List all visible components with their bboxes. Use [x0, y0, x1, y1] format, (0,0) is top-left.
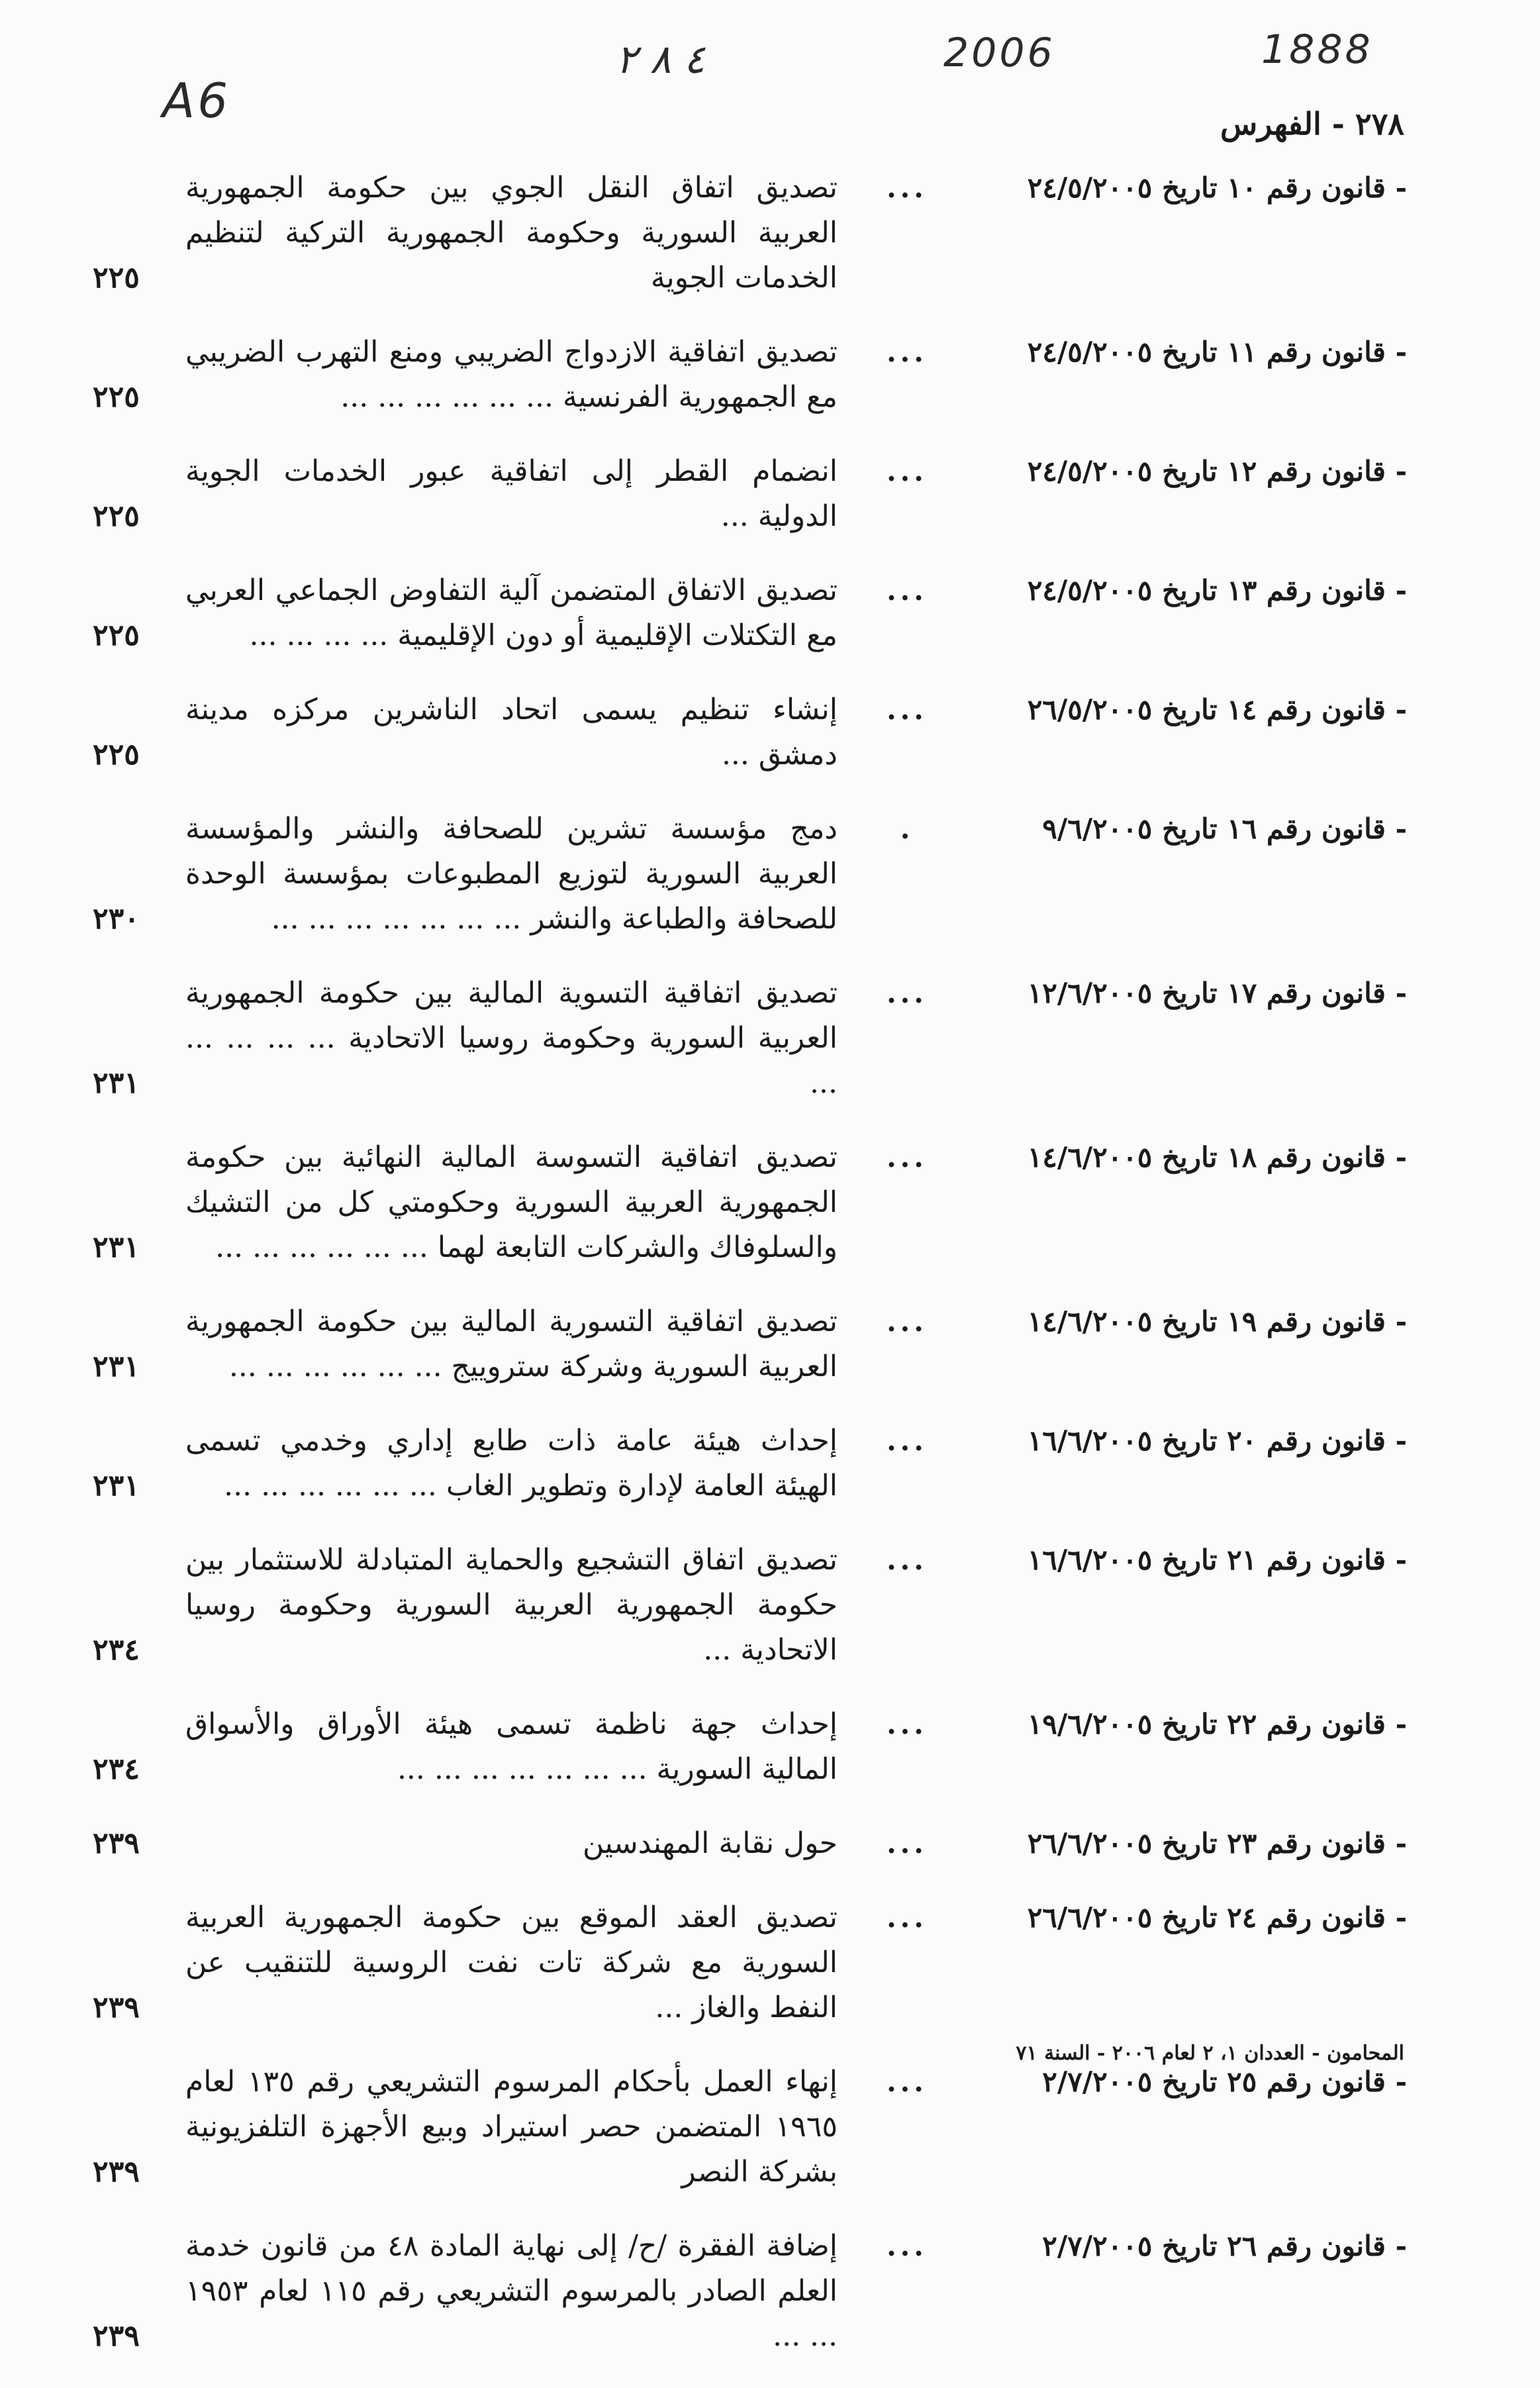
law-reference: - قانون رقم ٢٦ تاريخ ٢/٧/٢٠٠٥ — [1042, 2230, 1407, 2262]
law-description: تصديق الاتفاق المتضمن آلية التفاوض الجماعي العربي مع التكتلات الإقليمية أو دون الإقليمية ... ... ... ... — [185, 573, 838, 652]
law-reference: - قانون رقم ١٠ تاريخ ٢٤/٥/٢٠٠٥ — [1027, 172, 1407, 204]
leader-dots: ... — [887, 1708, 928, 1740]
page-number: ٢٣٤ — [93, 1633, 140, 1667]
index-entry — [93, 2224, 1407, 2359]
index-entry — [93, 330, 1407, 420]
law-reference: - قانون رقم ٢٥ تاريخ ٢/٧/٢٠٠٥ — [1042, 2065, 1407, 2098]
leader-dots: ... — [887, 574, 928, 607]
leader-dots: ... — [887, 172, 928, 204]
law-reference: - قانون رقم ١٩ تاريخ ١٤/٦/٢٠٠٥ — [1027, 1305, 1407, 1338]
page-number: ٢٣١ — [93, 1469, 140, 1503]
entry-body — [93, 687, 838, 777]
law-reference: - قانون رقم ١٨ تاريخ ١٤/٦/٢٠٠٥ — [1027, 1141, 1407, 1173]
page-number: ٢٢٥ — [93, 738, 140, 771]
page-number: ٢٣٩ — [93, 1826, 140, 1860]
page-number: ٢٣٩ — [93, 2155, 140, 2189]
index-entry — [93, 1299, 1407, 1389]
index-entry — [93, 1538, 1407, 1673]
page-number: ٢٢٥ — [93, 380, 140, 414]
law-description: تصديق اتفاقية التسوسة المالية النهائية بين حكومة الجمهورية العربية السورية وحكومتي كل من التشيك والسلوفاك والشركات التابعة لهما ... ... ... ... ... ... — [185, 1140, 838, 1264]
leader-dots: . — [900, 813, 914, 845]
page-header: ٢٧٨ - الفهرس — [1220, 106, 1404, 142]
entry-body — [93, 1895, 838, 2030]
entry-body — [93, 1299, 838, 1389]
law-reference: - قانون رقم ٢٢ تاريخ ١٩/٦/٢٠٠٥ — [1027, 1708, 1407, 1740]
law-description: دمج مؤسسة تشرين للصحافة والنشر والمؤسسة العربية السورية لتوزيع المطبوعات بمؤسسة الوحدة للصحافة والطباعة والنشر ... ... ... ... ... ... ... — [185, 812, 838, 936]
index-entry — [93, 971, 1407, 1106]
law-description: إحداث هيئة عامة ذات طابع إداري وخدمي تسمى الهيئة العامة لإدارة وتطوير الغاب ... ... ... ... ... ... — [185, 1424, 838, 1503]
entry-body — [93, 1821, 838, 1866]
index-entry — [93, 449, 1407, 539]
law-description: إضافة الفقرة /ح/ إلى نهاية المادة ٤٨ من قانون خدمة العلم الصادر بالمرسوم التشريعي رقم ١١٥ لعام ١٩٥٣ ... ... — [185, 2229, 838, 2353]
law-description: تصديق اتفاق التشجيع والحماية المتبادلة للاستثمار بين حكومة الجمهورية العربية السورية وحكومة روسيا الاتحادية ... — [185, 1543, 838, 1667]
handwritten-note-year: 2006 — [943, 30, 1055, 76]
index-entry — [93, 568, 1407, 658]
leader-dots: ... — [887, 1544, 928, 1576]
index-entry — [93, 1895, 1407, 2030]
page-number: ٢٣٩ — [93, 2319, 140, 2353]
index-entry — [93, 1702, 1407, 1792]
page-number: ٢٢٥ — [93, 261, 140, 295]
entry-body — [93, 1538, 838, 1673]
entry-body — [93, 807, 838, 942]
index-entry — [93, 687, 1407, 777]
law-description: إحداث جهة ناظمة تسمى هيئة الأوراق والأسواق المالية السورية ... ... ... ... ... ... ... — [185, 1707, 838, 1786]
law-reference: - قانون رقم ٢٠ تاريخ ١٦/٦/٢٠٠٥ — [1027, 1424, 1407, 1457]
law-reference: - قانون رقم ١٢ تاريخ ٢٤/٥/٢٠٠٥ — [1027, 455, 1407, 487]
leader-dots: ... — [887, 1901, 928, 1934]
leader-dots: ... — [887, 693, 928, 726]
page-number: ٢٣٠ — [93, 902, 140, 936]
entry-body — [93, 1135, 838, 1270]
page-number: ٢٢٥ — [93, 619, 140, 652]
law-description: تصديق اتفاق النقل الجوي بين حكومة الجمهورية العربية السورية وحكومة الجمهورية التركية لتنظيم الخدمات الجوية — [185, 171, 838, 295]
law-description: تصديق اتفاقية التسورية المالية بين حكومة الجمهورية العربية السورية وشركة ستروييج ... ... ... ... ... ... — [185, 1305, 838, 1383]
leader-dots: ... — [887, 1141, 928, 1173]
entry-body — [93, 1418, 838, 1509]
law-reference: - قانون رقم ٢٣ تاريخ ٢٦/٦/٢٠٠٥ — [1027, 1827, 1407, 1860]
index-entry — [93, 1821, 1407, 1866]
law-description: إنشاء تنظيم يسمى اتحاد الناشرين مركزه مدينة دمشق ... — [185, 693, 838, 771]
entry-body — [93, 1702, 838, 1792]
handwritten-note-middle: ٤ ٨ ٢ — [616, 36, 705, 83]
leader-dots: ... — [887, 977, 928, 1009]
law-reference: - قانون رقم ٢١ تاريخ ١٦/٦/٢٠٠٥ — [1027, 1544, 1407, 1576]
leader-dots: ... — [887, 1827, 928, 1860]
entry-body — [93, 2224, 838, 2359]
law-description: انضمام القطر إلى اتفاقية عبور الخدمات الجوية الدولية ... — [185, 454, 838, 533]
page-number: ٢٢٥ — [93, 499, 140, 533]
leader-dots: ... — [887, 336, 928, 368]
index-entry — [93, 1418, 1407, 1509]
law-reference: - قانون رقم ١٦ تاريخ ٩/٦/٢٠٠٥ — [1042, 813, 1407, 845]
entry-body — [93, 449, 838, 539]
page-footer: المحامون - العددان ١، ٢ لعام ٢٠٠٦ - السنة ٧١ — [1016, 2042, 1404, 2065]
index-entry — [93, 1135, 1407, 1270]
page-number: ٢٣٤ — [93, 1752, 140, 1786]
law-description: إنهاء العمل بأحكام المرسوم التشريعي رقم ١٣٥ لعام ١٩٦٥ المتضمن حصر استيراد وبيع الأجهزة التلفزيونية بشركة النصر — [185, 2065, 838, 2189]
law-reference: - قانون رقم ١١ تاريخ ٢٤/٥/٢٠٠٥ — [1027, 336, 1407, 368]
law-reference: - قانون رقم ٢٤ تاريخ ٢٦/٦/٢٠٠٥ — [1027, 1901, 1407, 1934]
law-description: تصديق اتفاقية الازدواج الضريبي ومنع التهرب الضريبي مع الجمهورية الفرنسية ... ... ... ... ... ... — [185, 335, 838, 414]
law-description: تصديق العقد الموقع بين حكومة الجمهورية العربية السورية مع شركة تات نفت الروسية للتنقيب عن النفط والغاز ... — [185, 1901, 838, 2024]
index-entry — [93, 2060, 1407, 2195]
leader-dots: ... — [887, 455, 928, 487]
law-reference: - قانون رقم ١٧ تاريخ ١٢/٦/٢٠٠٥ — [1027, 977, 1407, 1009]
entry-body — [93, 166, 838, 301]
handwritten-note-right: 1888 — [1261, 26, 1373, 73]
law-reference: - قانون رقم ١٣ تاريخ ٢٤/٥/٢٠٠٥ — [1027, 574, 1407, 607]
page-number: ٢٣١ — [93, 1066, 140, 1100]
entry-body — [93, 330, 838, 420]
law-reference: - قانون رقم ١٤ تاريخ ٢٦/٥/٢٠٠٥ — [1027, 693, 1407, 726]
handwritten-note-left: A6 — [162, 73, 231, 128]
leader-dots: ... — [887, 1305, 928, 1338]
page-number: ٢٣١ — [93, 1350, 140, 1383]
leader-dots: ... — [887, 1424, 928, 1457]
entry-body — [93, 568, 838, 658]
entry-body — [93, 971, 838, 1106]
index-entry — [93, 166, 1407, 301]
law-description: حول نقابة المهندسين — [583, 1826, 838, 1860]
page-number: ٢٣١ — [93, 1230, 140, 1264]
leader-dots: ... — [887, 2230, 928, 2262]
index-entry — [93, 807, 1407, 942]
entry-body — [93, 2060, 838, 2195]
law-description: تصديق اتفاقية التسوية المالية بين حكومة الجمهورية العربية السورية وحكومة روسيا الاتحادية ... ... ... ... ... — [185, 976, 838, 1100]
leader-dots: ... — [887, 2065, 928, 2098]
page-number: ٢٣٩ — [93, 1991, 140, 2024]
